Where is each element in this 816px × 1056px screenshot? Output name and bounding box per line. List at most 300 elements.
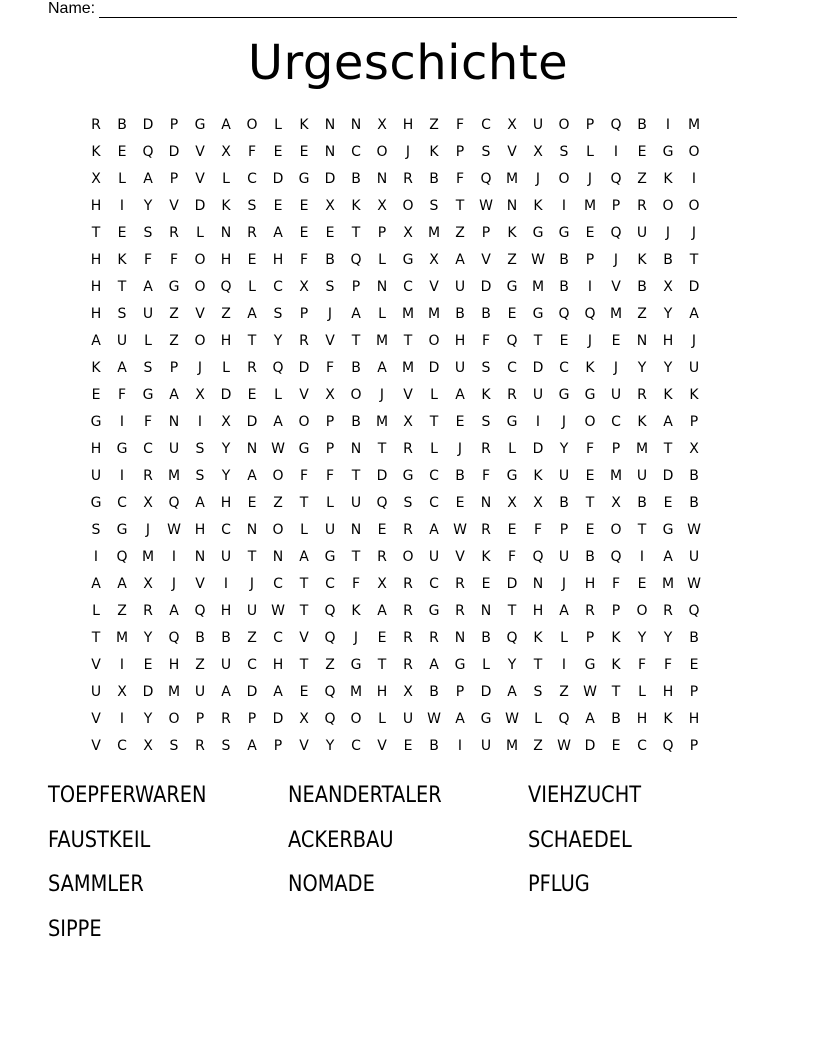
grid-letter[interactable]: R	[637, 198, 647, 214]
grid-letter[interactable]: Q	[532, 549, 544, 565]
grid-letter[interactable]: A	[455, 252, 465, 268]
grid-letter[interactable]: C	[117, 495, 127, 511]
grid-letter[interactable]: V	[169, 198, 179, 214]
grid-letter[interactable]: D	[532, 360, 544, 376]
grid-letter[interactable]: A	[377, 603, 387, 619]
grid-letter[interactable]: G	[506, 279, 518, 295]
grid-letter[interactable]: O	[402, 198, 414, 214]
grid-letter[interactable]: U	[636, 225, 648, 241]
grid-letter[interactable]: O	[350, 711, 362, 727]
grid-letter[interactable]: I	[119, 414, 125, 430]
grid-letter[interactable]: Y	[663, 306, 673, 322]
grid-letter[interactable]: I	[197, 414, 203, 430]
grid-letter[interactable]: U	[116, 333, 128, 349]
grid-letter[interactable]: U	[688, 549, 700, 565]
grid-letter[interactable]: B	[689, 630, 699, 646]
grid-letter[interactable]: K	[611, 630, 621, 646]
grid-letter[interactable]: B	[429, 738, 439, 754]
grid-letter[interactable]: P	[611, 198, 621, 214]
grid-letter[interactable]: X	[299, 279, 309, 295]
grid-letter[interactable]: B	[663, 252, 673, 268]
grid-letter[interactable]: W	[427, 711, 441, 727]
grid-letter[interactable]: J	[457, 441, 463, 457]
grid-letter[interactable]: Q	[662, 738, 674, 754]
grid-letter[interactable]: T	[91, 225, 101, 241]
grid-letter[interactable]: P	[689, 684, 699, 700]
grid-letter[interactable]: T	[689, 252, 699, 268]
grid-letter[interactable]: J	[249, 576, 255, 592]
grid-letter[interactable]: C	[481, 117, 491, 133]
grid-letter[interactable]: R	[481, 522, 491, 538]
grid-letter[interactable]: R	[403, 603, 413, 619]
grid-letter[interactable]: P	[195, 711, 205, 727]
grid-letter[interactable]: N	[480, 495, 492, 511]
grid-letter[interactable]: B	[221, 630, 231, 646]
grid-letter[interactable]: X	[507, 495, 517, 511]
grid-letter[interactable]: U	[558, 549, 570, 565]
grid-letter[interactable]: U	[220, 657, 232, 673]
grid-letter[interactable]: T	[637, 522, 647, 538]
grid-letter[interactable]: T	[351, 468, 361, 484]
grid-letter[interactable]: O	[298, 414, 310, 430]
grid-letter[interactable]: H	[662, 684, 674, 700]
grid-letter[interactable]: W	[531, 252, 545, 268]
grid-letter[interactable]: D	[272, 711, 284, 727]
grid-letter[interactable]: B	[429, 171, 439, 187]
grid-letter[interactable]: O	[402, 549, 414, 565]
grid-letter[interactable]: Y	[637, 630, 647, 646]
grid-letter[interactable]: P	[455, 684, 465, 700]
grid-letter[interactable]: V	[455, 549, 465, 565]
grid-letter[interactable]: C	[325, 576, 335, 592]
grid-letter[interactable]: D	[480, 279, 492, 295]
grid-letter[interactable]: O	[272, 522, 284, 538]
grid-letter[interactable]: H	[220, 333, 232, 349]
grid-letter[interactable]: N	[532, 576, 544, 592]
grid-letter[interactable]: K	[663, 387, 673, 403]
grid-letter[interactable]: Q	[220, 279, 232, 295]
grid-letter[interactable]: V	[195, 306, 205, 322]
grid-letter[interactable]: S	[481, 360, 491, 376]
grid-letter[interactable]: Y	[221, 468, 231, 484]
grid-letter[interactable]: I	[119, 711, 125, 727]
grid-letter[interactable]: H	[90, 252, 102, 268]
grid-letter[interactable]: R	[195, 738, 205, 754]
grid-letter[interactable]: H	[532, 603, 544, 619]
grid-letter[interactable]: Z	[507, 252, 517, 268]
grid-letter[interactable]: C	[507, 360, 517, 376]
grid-letter[interactable]: R	[507, 387, 517, 403]
grid-letter[interactable]: L	[378, 252, 386, 268]
grid-letter[interactable]: U	[610, 387, 622, 403]
grid-letter[interactable]: B	[689, 468, 699, 484]
grid-letter[interactable]: K	[533, 630, 543, 646]
grid-letter[interactable]: L	[378, 306, 386, 322]
grid-letter[interactable]: P	[169, 171, 179, 187]
grid-letter[interactable]: E	[689, 657, 699, 673]
grid-letter[interactable]: E	[637, 576, 647, 592]
grid-letter[interactable]: O	[194, 252, 206, 268]
grid-letter[interactable]: E	[299, 684, 309, 700]
grid-letter[interactable]: P	[351, 279, 361, 295]
grid-letter[interactable]: Q	[480, 171, 492, 187]
grid-letter[interactable]: X	[403, 414, 413, 430]
grid-letter[interactable]: Z	[273, 495, 283, 511]
grid-letter[interactable]: T	[299, 576, 309, 592]
grid-letter[interactable]: J	[613, 252, 619, 268]
grid-letter[interactable]: E	[247, 387, 257, 403]
grid-letter[interactable]: B	[351, 414, 361, 430]
grid-letter[interactable]: R	[143, 603, 153, 619]
grid-letter[interactable]: M	[427, 225, 441, 241]
grid-letter[interactable]: Q	[324, 684, 336, 700]
grid-letter[interactable]: E	[143, 657, 153, 673]
grid-letter[interactable]: C	[143, 441, 153, 457]
grid-letter[interactable]: U	[90, 684, 102, 700]
grid-letter[interactable]: R	[637, 387, 647, 403]
grid-letter[interactable]: F	[663, 657, 673, 673]
grid-letter[interactable]: U	[246, 603, 258, 619]
grid-letter[interactable]: A	[299, 549, 309, 565]
grid-letter[interactable]: Q	[168, 630, 180, 646]
grid-letter[interactable]: F	[481, 333, 491, 349]
grid-letter[interactable]: V	[325, 333, 335, 349]
grid-letter[interactable]: P	[611, 441, 621, 457]
grid-letter[interactable]: O	[558, 171, 570, 187]
grid-letter[interactable]: P	[169, 360, 179, 376]
grid-letter[interactable]: E	[247, 252, 257, 268]
grid-letter[interactable]: I	[691, 171, 697, 187]
grid-letter[interactable]: C	[273, 576, 283, 592]
grid-letter[interactable]: R	[455, 603, 465, 619]
grid-letter[interactable]: N	[376, 279, 388, 295]
grid-letter[interactable]: F	[143, 252, 153, 268]
grid-letter[interactable]: H	[454, 333, 466, 349]
grid-letter[interactable]: X	[143, 576, 153, 592]
grid-letter[interactable]: V	[481, 252, 491, 268]
grid-letter[interactable]: S	[403, 495, 413, 511]
grid-letter[interactable]: G	[350, 657, 362, 673]
grid-letter[interactable]: N	[246, 441, 258, 457]
grid-letter[interactable]: Q	[350, 252, 362, 268]
grid-letter[interactable]: A	[663, 549, 673, 565]
grid-letter[interactable]: A	[585, 711, 595, 727]
grid-letter[interactable]: O	[558, 117, 570, 133]
grid-letter[interactable]: B	[429, 684, 439, 700]
grid-letter[interactable]: B	[611, 711, 621, 727]
grid-letter[interactable]: V	[91, 657, 101, 673]
grid-letter[interactable]: E	[585, 468, 595, 484]
grid-letter[interactable]: T	[533, 333, 543, 349]
grid-letter[interactable]: V	[611, 279, 621, 295]
grid-letter[interactable]: W	[687, 522, 701, 538]
grid-letter[interactable]: U	[90, 468, 102, 484]
grid-letter[interactable]: E	[455, 414, 465, 430]
grid-letter[interactable]: B	[481, 306, 491, 322]
grid-letter[interactable]: Q	[610, 225, 622, 241]
grid-letter[interactable]: K	[221, 198, 231, 214]
grid-letter[interactable]: H	[402, 117, 414, 133]
grid-letter[interactable]: H	[220, 495, 232, 511]
grid-letter[interactable]: G	[298, 171, 310, 187]
grid-letter[interactable]: G	[324, 549, 336, 565]
grid-letter[interactable]: Q	[584, 306, 596, 322]
grid-letter[interactable]: W	[271, 441, 285, 457]
grid-letter[interactable]: D	[376, 468, 388, 484]
grid-letter[interactable]: A	[169, 387, 179, 403]
grid-letter[interactable]: W	[557, 738, 571, 754]
grid-letter[interactable]: I	[119, 657, 125, 673]
grid-letter[interactable]: D	[246, 684, 258, 700]
grid-letter[interactable]: Y	[221, 441, 231, 457]
grid-letter[interactable]: D	[662, 468, 674, 484]
grid-letter[interactable]: S	[91, 522, 101, 538]
grid-letter[interactable]: D	[246, 414, 258, 430]
grid-letter[interactable]: N	[350, 522, 362, 538]
grid-letter[interactable]: T	[299, 657, 309, 673]
grid-letter[interactable]: X	[429, 252, 439, 268]
grid-letter[interactable]: A	[377, 360, 387, 376]
grid-letter[interactable]: E	[377, 630, 387, 646]
grid-letter[interactable]: G	[116, 441, 128, 457]
grid-letter[interactable]: F	[481, 468, 491, 484]
grid-letter[interactable]: B	[585, 549, 595, 565]
grid-letter[interactable]: A	[273, 684, 283, 700]
grid-letter[interactable]: I	[535, 414, 541, 430]
grid-letter[interactable]: B	[455, 306, 465, 322]
grid-letter[interactable]: G	[428, 603, 440, 619]
grid-letter[interactable]: K	[429, 144, 439, 160]
grid-letter[interactable]: B	[689, 495, 699, 511]
grid-letter[interactable]: T	[247, 549, 257, 565]
grid-letter[interactable]: P	[325, 441, 335, 457]
grid-letter[interactable]: T	[585, 495, 595, 511]
grid-letter[interactable]: Y	[143, 198, 153, 214]
grid-letter[interactable]: A	[273, 225, 283, 241]
grid-letter[interactable]: D	[142, 117, 154, 133]
grid-letter[interactable]: E	[663, 495, 673, 511]
grid-letter[interactable]: Y	[143, 630, 153, 646]
grid-letter[interactable]: R	[143, 468, 153, 484]
grid-letter[interactable]: U	[532, 117, 544, 133]
grid-letter[interactable]: A	[429, 657, 439, 673]
grid-letter[interactable]: K	[507, 225, 517, 241]
grid-letter[interactable]: U	[142, 306, 154, 322]
grid-letter[interactable]: H	[584, 576, 596, 592]
grid-letter[interactable]: A	[117, 360, 127, 376]
grid-letter[interactable]: T	[403, 333, 413, 349]
grid-letter[interactable]: C	[247, 657, 257, 673]
grid-letter[interactable]: A	[429, 522, 439, 538]
grid-letter[interactable]: E	[559, 333, 569, 349]
grid-letter[interactable]: G	[584, 387, 596, 403]
grid-letter[interactable]: J	[561, 414, 567, 430]
grid-letter[interactable]: R	[377, 549, 387, 565]
grid-letter[interactable]: K	[663, 171, 673, 187]
grid-letter[interactable]: T	[429, 414, 439, 430]
grid-letter[interactable]: N	[272, 549, 284, 565]
grid-letter[interactable]: M	[375, 333, 389, 349]
grid-letter[interactable]: C	[351, 738, 361, 754]
grid-letter[interactable]: L	[274, 117, 282, 133]
grid-letter[interactable]: M	[115, 630, 129, 646]
grid-letter[interactable]: G	[402, 468, 414, 484]
grid-letter[interactable]: Z	[169, 306, 179, 322]
grid-letter[interactable]: M	[401, 306, 415, 322]
grid-letter[interactable]: O	[610, 522, 622, 538]
grid-letter[interactable]: B	[481, 630, 491, 646]
grid-letter[interactable]: J	[353, 630, 359, 646]
grid-letter[interactable]: M	[401, 360, 415, 376]
grid-letter[interactable]: R	[403, 630, 413, 646]
grid-letter[interactable]: X	[689, 441, 699, 457]
grid-letter[interactable]: F	[611, 576, 621, 592]
grid-letter[interactable]: D	[584, 738, 596, 754]
grid-letter[interactable]: X	[403, 684, 413, 700]
grid-letter[interactable]: B	[455, 468, 465, 484]
name-blank-line[interactable]	[99, 3, 737, 18]
grid-letter[interactable]: S	[429, 198, 439, 214]
grid-letter[interactable]: T	[455, 198, 465, 214]
grid-letter[interactable]: V	[299, 738, 309, 754]
grid-letter[interactable]: N	[246, 522, 258, 538]
grid-letter[interactable]: Q	[168, 495, 180, 511]
grid-letter[interactable]: U	[428, 549, 440, 565]
grid-letter[interactable]: P	[689, 738, 699, 754]
grid-letter[interactable]: C	[117, 738, 127, 754]
grid-letter[interactable]: Q	[376, 495, 388, 511]
grid-letter[interactable]: X	[377, 198, 387, 214]
grid-letter[interactable]: L	[482, 657, 490, 673]
grid-letter[interactable]: P	[585, 252, 595, 268]
grid-letter[interactable]: E	[585, 522, 595, 538]
grid-letter[interactable]: E	[273, 198, 283, 214]
grid-letter[interactable]: X	[377, 576, 387, 592]
grid-letter[interactable]: G	[90, 495, 102, 511]
grid-letter[interactable]: J	[561, 576, 567, 592]
grid-letter[interactable]: X	[299, 711, 309, 727]
grid-letter[interactable]: D	[480, 684, 492, 700]
grid-letter[interactable]: N	[324, 117, 336, 133]
grid-letter[interactable]: C	[429, 576, 439, 592]
grid-letter[interactable]: M	[167, 468, 181, 484]
grid-letter[interactable]: G	[506, 468, 518, 484]
grid-letter[interactable]: L	[300, 522, 308, 538]
grid-letter[interactable]: D	[532, 441, 544, 457]
grid-letter[interactable]: U	[194, 684, 206, 700]
grid-letter[interactable]: A	[143, 171, 153, 187]
grid-letter[interactable]: X	[143, 738, 153, 754]
grid-letter[interactable]: Y	[663, 630, 673, 646]
grid-letter[interactable]: D	[688, 279, 700, 295]
grid-letter[interactable]: B	[351, 360, 361, 376]
grid-letter[interactable]: T	[377, 441, 387, 457]
grid-letter[interactable]: Q	[610, 549, 622, 565]
grid-letter[interactable]: Z	[637, 306, 647, 322]
grid-letter[interactable]: N	[506, 198, 518, 214]
grid-letter[interactable]: M	[635, 441, 649, 457]
grid-letter[interactable]: U	[558, 468, 570, 484]
grid-letter[interactable]: Q	[610, 171, 622, 187]
grid-letter[interactable]: S	[169, 738, 179, 754]
grid-letter[interactable]: V	[195, 171, 205, 187]
grid-letter[interactable]: S	[247, 198, 257, 214]
grid-letter[interactable]: Z	[533, 738, 543, 754]
grid-letter[interactable]: E	[247, 495, 257, 511]
grid-letter[interactable]: P	[455, 144, 465, 160]
grid-letter[interactable]: R	[481, 441, 491, 457]
grid-letter[interactable]: I	[561, 657, 567, 673]
grid-letter[interactable]: S	[195, 468, 205, 484]
grid-letter[interactable]: R	[403, 576, 413, 592]
grid-letter[interactable]: W	[453, 522, 467, 538]
grid-letter[interactable]: S	[325, 279, 335, 295]
grid-letter[interactable]: B	[559, 252, 569, 268]
grid-letter[interactable]: H	[90, 306, 102, 322]
grid-letter[interactable]: E	[299, 144, 309, 160]
grid-letter[interactable]: M	[531, 279, 545, 295]
grid-letter[interactable]: J	[587, 171, 593, 187]
grid-letter[interactable]: E	[481, 576, 491, 592]
grid-letter[interactable]: K	[533, 198, 543, 214]
grid-letter[interactable]: G	[558, 225, 570, 241]
grid-letter[interactable]: F	[325, 360, 335, 376]
grid-letter[interactable]: S	[143, 360, 153, 376]
grid-letter[interactable]: N	[376, 171, 388, 187]
grid-letter[interactable]: H	[636, 711, 648, 727]
grid-letter[interactable]: X	[507, 117, 517, 133]
grid-letter[interactable]: Y	[143, 711, 153, 727]
grid-letter[interactable]: Z	[195, 657, 205, 673]
grid-letter[interactable]: Y	[325, 738, 335, 754]
grid-letter[interactable]: S	[481, 144, 491, 160]
grid-letter[interactable]: B	[637, 495, 647, 511]
grid-letter[interactable]: J	[145, 522, 151, 538]
grid-letter[interactable]: B	[559, 279, 569, 295]
grid-letter[interactable]: A	[221, 684, 231, 700]
grid-letter[interactable]: Z	[429, 117, 439, 133]
grid-letter[interactable]: O	[688, 144, 700, 160]
grid-letter[interactable]: G	[662, 144, 674, 160]
grid-letter[interactable]: V	[507, 144, 517, 160]
grid-letter[interactable]: M	[505, 171, 519, 187]
grid-letter[interactable]: Y	[507, 657, 517, 673]
grid-letter[interactable]: D	[324, 171, 336, 187]
grid-letter[interactable]: L	[144, 333, 152, 349]
grid-letter[interactable]: L	[196, 225, 204, 241]
grid-letter[interactable]: A	[507, 684, 517, 700]
grid-letter[interactable]: F	[507, 549, 517, 565]
grid-letter[interactable]: M	[167, 684, 181, 700]
grid-letter[interactable]: I	[561, 198, 567, 214]
grid-letter[interactable]: R	[299, 333, 309, 349]
grid-letter[interactable]: E	[507, 306, 517, 322]
grid-letter[interactable]: S	[533, 684, 543, 700]
grid-letter[interactable]: C	[637, 738, 647, 754]
grid-letter[interactable]: X	[91, 171, 101, 187]
grid-letter[interactable]: E	[637, 144, 647, 160]
grid-letter[interactable]: L	[118, 171, 126, 187]
grid-letter[interactable]: R	[169, 225, 179, 241]
grid-letter[interactable]: X	[143, 495, 153, 511]
grid-letter[interactable]: N	[350, 117, 362, 133]
grid-letter[interactable]: K	[481, 387, 491, 403]
grid-letter[interactable]: E	[403, 738, 413, 754]
grid-letter[interactable]: V	[403, 387, 413, 403]
grid-letter[interactable]: E	[377, 522, 387, 538]
grid-letter[interactable]: N	[220, 225, 232, 241]
grid-letter[interactable]: K	[299, 117, 309, 133]
